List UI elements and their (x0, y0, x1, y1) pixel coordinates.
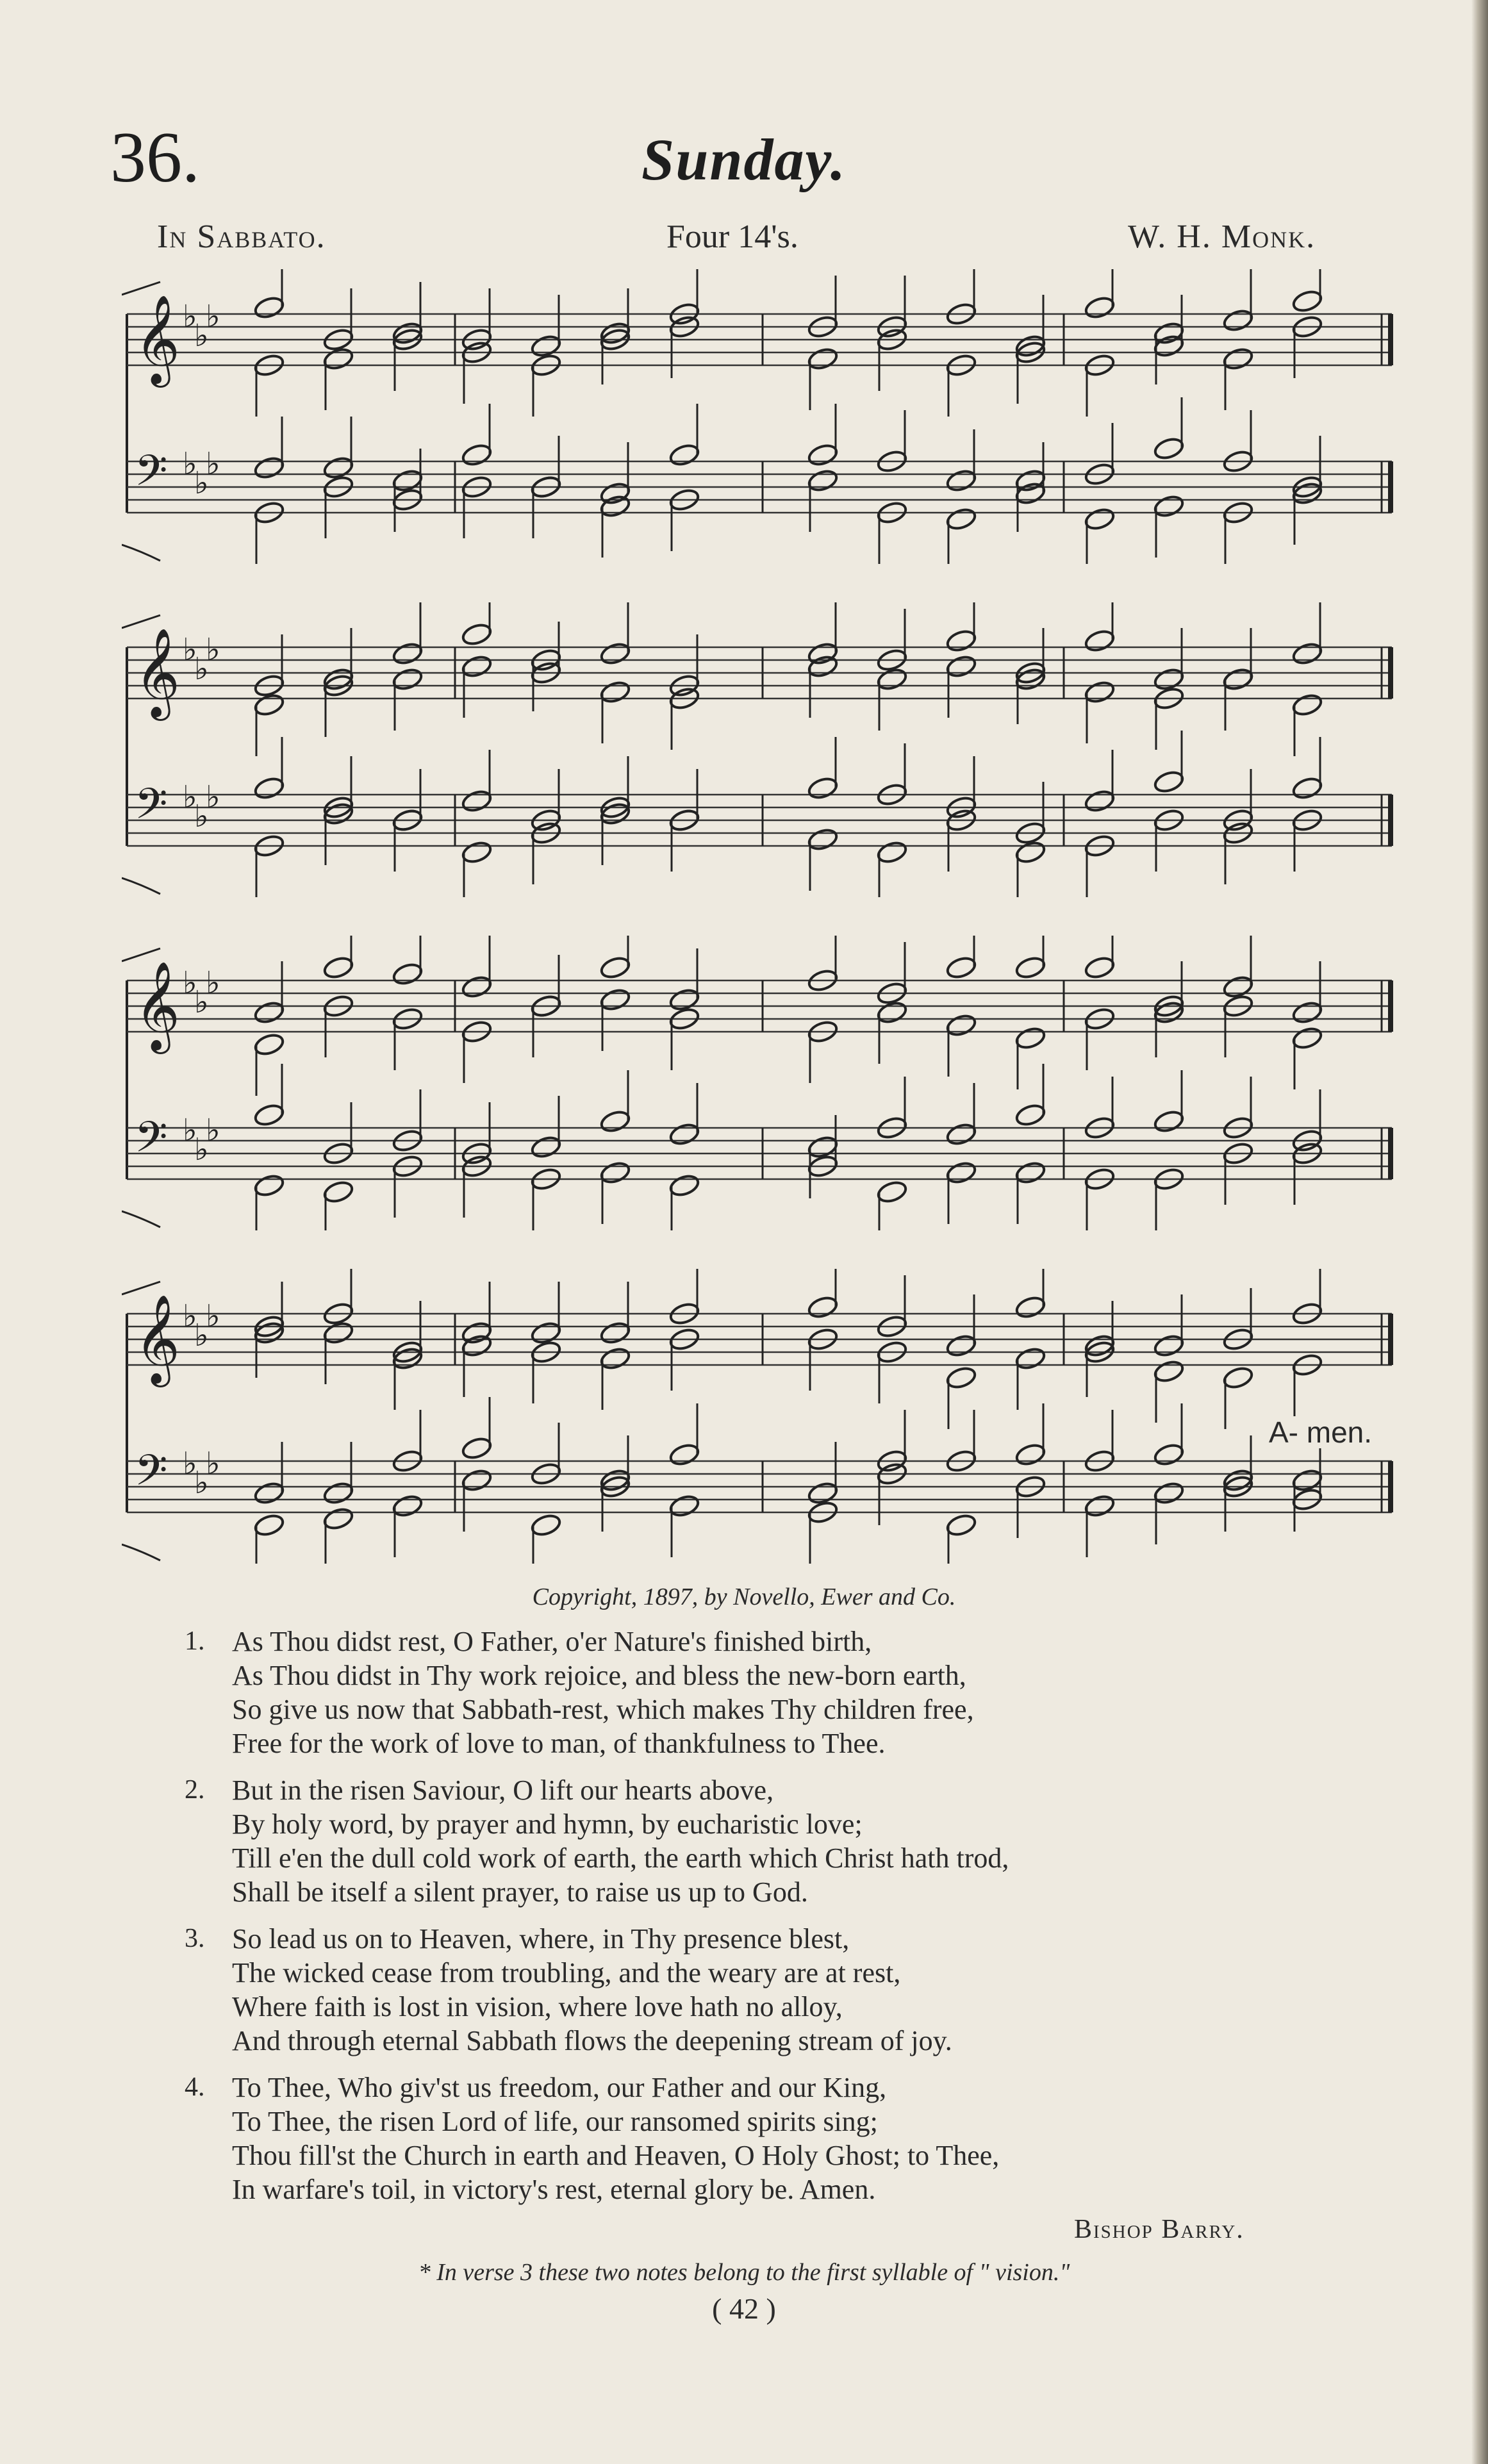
brace-bottom (122, 545, 160, 561)
note-head (945, 468, 977, 493)
note-head (253, 1512, 285, 1537)
note-head (1153, 1109, 1185, 1134)
music-system-1 (122, 269, 1401, 564)
note-head (1222, 974, 1254, 999)
music-score-2 (122, 602, 1401, 897)
note-head (807, 775, 839, 800)
note-head (945, 955, 977, 980)
note-head (945, 654, 977, 679)
note-head (1014, 839, 1046, 864)
hymn-number: 36. (110, 118, 200, 197)
treble-clef: 𝄞 (135, 295, 180, 384)
note-head (1291, 1025, 1323, 1050)
note-head (599, 1109, 631, 1134)
note-head (461, 622, 493, 647)
note-head (1153, 769, 1185, 794)
note-head (1014, 1160, 1046, 1185)
note-head (807, 468, 839, 493)
verse-line: As Thou didst rest, O Father, o'er Nature's finished birth, (232, 1626, 872, 1657)
note-head (322, 455, 354, 480)
bass-clef: 𝄢 (135, 1112, 168, 1172)
verse-line: To Thee, Who giv'st us freedom, our Father and our King, (232, 2072, 887, 2103)
brace-bottom (122, 1544, 160, 1560)
brace-top (122, 948, 160, 961)
note-head (599, 1346, 631, 1371)
note-head (668, 442, 700, 467)
flat-sign: ♭ (183, 965, 197, 1001)
note-head (1084, 295, 1116, 320)
verse-4 (185, 2071, 1338, 2206)
note-head (945, 1365, 977, 1390)
note-head (392, 666, 424, 691)
flat-sign: ♭ (194, 651, 209, 687)
flat-sign: ♭ (194, 798, 209, 834)
note-head (668, 1442, 700, 1467)
note-head (807, 654, 839, 679)
flat-sign: ♭ (206, 1112, 220, 1148)
composer: W. H. Monk. (1128, 219, 1316, 255)
note-head (392, 641, 424, 666)
note-head (945, 1512, 977, 1537)
note-head (807, 442, 839, 467)
note-head (1153, 320, 1185, 345)
flat-sign: ♭ (194, 1318, 209, 1353)
verse-2 (185, 1773, 1338, 1909)
note-head (945, 1160, 977, 1185)
note-head (1014, 468, 1046, 493)
note-head (461, 442, 493, 467)
verse-line: As Thou didst in Thy work rejoice, and bless the new-born earth, (232, 1660, 966, 1691)
note-head (461, 1468, 493, 1492)
hymn-author: Bishop Barry. (1074, 2215, 1244, 2244)
flat-sign: ♭ (183, 299, 197, 335)
note-head (322, 346, 354, 371)
note-head (253, 1173, 285, 1198)
note-head (253, 1102, 285, 1127)
flat-sign: ♭ (183, 446, 197, 482)
note-head (1153, 1333, 1185, 1358)
verse-line: By holy word, by prayer and hymn, by eucharistic love; (232, 1808, 863, 1840)
note-head (1291, 1000, 1323, 1025)
note-head (1014, 1346, 1046, 1371)
brace-top (122, 282, 160, 295)
note-head (253, 1032, 285, 1057)
flat-sign: ♭ (183, 779, 197, 815)
verse-line: Where faith is lost in vision, where love hath no alloy, (232, 1991, 843, 2022)
music-score-4 (122, 1269, 1401, 1564)
note-head (253, 1480, 285, 1505)
note-head (945, 1013, 977, 1038)
note-head (322, 1506, 354, 1531)
verse-number: 4. (185, 2072, 205, 2102)
note-head (1084, 679, 1116, 704)
note-head (1291, 1468, 1323, 1492)
note-head (1291, 692, 1323, 717)
note-head (876, 1000, 908, 1025)
note-head (945, 506, 977, 531)
page-edge (1471, 0, 1488, 2464)
note-head (392, 961, 424, 986)
note-head (1153, 666, 1185, 691)
treble-clef: 𝄞 (135, 1294, 180, 1384)
brace-bottom (122, 1211, 160, 1227)
verse-number: 3. (185, 1924, 205, 1953)
brace-top (122, 1282, 160, 1294)
note-head (1291, 775, 1323, 800)
flat-sign: ♭ (183, 1112, 197, 1148)
flat-sign: ♭ (194, 1465, 209, 1501)
note-head (599, 987, 631, 1012)
note-head (1153, 493, 1185, 518)
amen-text: A- men. (1269, 1416, 1373, 1449)
note-head (599, 955, 631, 980)
note-head (530, 1134, 562, 1159)
verse-number: 2. (185, 1775, 205, 1805)
note-head (1222, 1365, 1254, 1390)
note-head (599, 679, 631, 704)
note-head (599, 641, 631, 666)
flat-sign: ♭ (194, 465, 209, 501)
note-head (1153, 1359, 1185, 1384)
note-head (807, 1134, 839, 1159)
note-head (253, 295, 285, 320)
treble-clef: 𝄞 (135, 628, 180, 717)
flat-sign: ♭ (194, 984, 209, 1020)
flat-sign: ♭ (206, 779, 220, 815)
verse-line: And through eternal Sabbath flows the deepening stream of joy. (232, 2025, 952, 2056)
verse-line: In warfare's toil, in victory's rest, eternal glory be. Amen. (232, 2174, 876, 2205)
verse-line: So lead us on to Heaven, where, in Thy presence blest, (232, 1923, 850, 1955)
note-head (945, 628, 977, 653)
hymn-title: Sunday. (641, 127, 847, 192)
verse-line: Free for the work of love to man, of thankfulness to Thee. (232, 1728, 886, 1759)
note-head (392, 1493, 424, 1518)
music-system-2 (122, 602, 1401, 897)
flat-sign: ♭ (206, 632, 220, 668)
note-head (253, 1000, 285, 1025)
flat-sign: ♭ (206, 1298, 220, 1334)
flat-sign: ♭ (183, 632, 197, 668)
brace-top (122, 615, 160, 628)
note-head (876, 839, 908, 864)
brace-bottom (122, 878, 160, 894)
note-head (1014, 1294, 1046, 1319)
treble-clef: 𝄞 (135, 961, 180, 1050)
music-score-1 (122, 269, 1401, 564)
bass-clef: 𝄢 (135, 1446, 168, 1505)
verse-line: To Thee, the risen Lord of life, our ransomed spirits sing; (232, 2106, 878, 2137)
note-head (530, 1512, 562, 1537)
flat-sign: ♭ (194, 1132, 209, 1168)
note-head (807, 827, 839, 852)
note-head (461, 654, 493, 679)
note-head (1014, 1102, 1046, 1127)
note-head (876, 666, 908, 691)
note-head (1014, 1025, 1046, 1050)
note-head (1291, 641, 1323, 666)
note-head (461, 1435, 493, 1460)
note-head (945, 1333, 977, 1358)
verse-line: Shall be itself a silent prayer, to raise us up to God. (232, 1876, 808, 1908)
flat-sign: ♭ (206, 1446, 220, 1482)
note-head (668, 1493, 700, 1518)
hymn-verses (185, 1625, 1338, 2219)
note-head (1153, 1442, 1185, 1467)
music-system-4 (122, 1269, 1401, 1564)
note-head (461, 1333, 493, 1358)
note-head (1222, 308, 1254, 333)
note-head (599, 1320, 631, 1345)
note-head (392, 468, 424, 493)
note-head (253, 692, 285, 717)
note-head (461, 788, 493, 813)
note-head (599, 1160, 631, 1185)
flat-sign: ♭ (183, 1298, 197, 1334)
note-head (668, 1121, 700, 1146)
note-head (1084, 1493, 1116, 1518)
note-head (322, 955, 354, 980)
note-head (322, 1480, 354, 1505)
verse-line: Till e'en the dull cold work of earth, the earth which Christ hath trod, (232, 1842, 1009, 1874)
note-head (1291, 288, 1323, 313)
footnote: * In verse 3 these two notes belong to the first syllable of " vision." (418, 2259, 1070, 2286)
verse-line: But in the risen Saviour, O lift our hearts above, (232, 1774, 774, 1806)
note-head (253, 775, 285, 800)
note-head (945, 1121, 977, 1146)
note-head (599, 493, 631, 518)
note-head (1153, 1480, 1185, 1505)
note-head (1084, 788, 1116, 813)
note-head (1014, 1442, 1046, 1467)
note-head (530, 1320, 562, 1345)
note-head (807, 346, 839, 371)
verse-line: So give us now that Sabbath-rest, which makes Thy children free, (232, 1694, 974, 1725)
note-head (668, 1173, 700, 1198)
note-head (461, 839, 493, 864)
flat-sign: ♭ (206, 299, 220, 335)
note-head (1153, 436, 1185, 461)
verse-line: The wicked cease from troubling, and the weary are at rest, (232, 1957, 901, 1989)
note-head (1222, 666, 1254, 691)
tune-name: In Sabbato. (157, 219, 326, 255)
note-head (1222, 346, 1254, 371)
flat-sign: ♭ (183, 1446, 197, 1482)
bass-clef: 𝄢 (135, 446, 168, 506)
flat-sign: ♭ (194, 318, 209, 354)
note-head (668, 987, 700, 1012)
note-head (461, 974, 493, 999)
note-head (530, 333, 562, 358)
note-head (322, 1320, 354, 1345)
page-number: ( 42 ) (712, 2292, 776, 2325)
note-head (1014, 955, 1046, 980)
copyright-notice: Copyright, 1897, by Novello, Ewer and Co. (532, 1583, 956, 1610)
verse-number: 1. (185, 1626, 205, 1656)
note-head (322, 1179, 354, 1204)
note-head (876, 1179, 908, 1204)
flat-sign: ♭ (206, 446, 220, 482)
bass-clef: 𝄢 (135, 779, 168, 839)
note-head (1084, 955, 1116, 980)
note-head (1084, 506, 1116, 531)
verse-3 (185, 1922, 1338, 2058)
verse-line: Thou fill'st the Church in earth and Heaven, O Holy Ghost; to Thee, (232, 2140, 1000, 2171)
music-system-3 (122, 936, 1401, 1230)
verse-1 (185, 1625, 1338, 1760)
note-head (807, 1480, 839, 1505)
note-head (1084, 628, 1116, 653)
flat-sign: ♭ (206, 965, 220, 1001)
note-head (253, 455, 285, 480)
music-score-3 (122, 936, 1401, 1230)
meter: Four 14's. (666, 219, 798, 255)
note-head (807, 1294, 839, 1319)
